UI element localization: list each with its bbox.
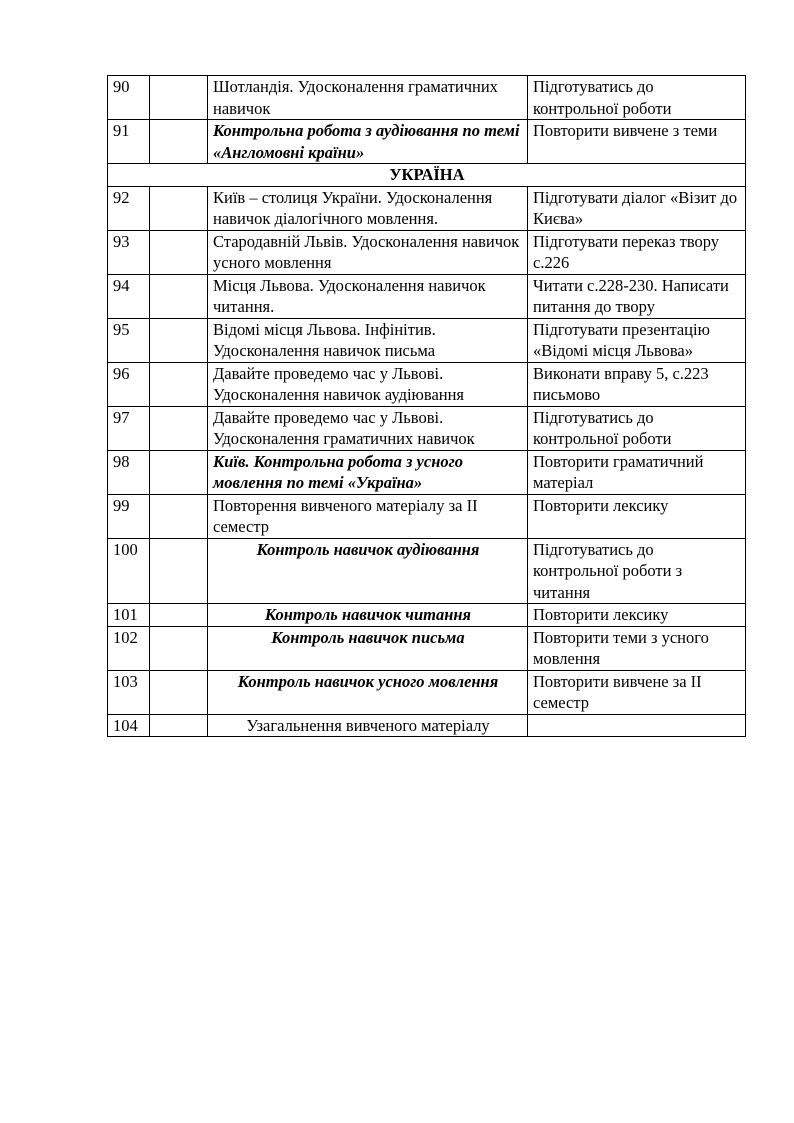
table-row: [108, 626, 746, 670]
homework: Підготувати презентацію «Відомі місця Львова»: [528, 318, 746, 362]
table-row: [108, 406, 746, 450]
lesson-number: 104: [108, 714, 150, 737]
section-row: [108, 164, 746, 187]
homework: Підготуватись до контрольної роботи: [528, 76, 746, 120]
table-row: [108, 450, 746, 494]
date-cell: [150, 494, 208, 538]
date-cell: [150, 604, 208, 627]
lesson-number: 96: [108, 362, 150, 406]
table-row: [108, 670, 746, 714]
table-row: [108, 120, 746, 164]
table-row: [108, 714, 746, 737]
lesson-number: 101: [108, 604, 150, 627]
lesson-number: 99: [108, 494, 150, 538]
lesson-plan-table: [107, 75, 746, 737]
date-cell: [150, 76, 208, 120]
homework: Повторити вивчене з теми: [528, 120, 746, 164]
date-cell: [150, 120, 208, 164]
lesson-topic: Узагальнення вивченого матеріалу: [208, 714, 528, 737]
lesson-topic: Контроль навичок аудіювання: [208, 538, 528, 604]
table-row: [108, 494, 746, 538]
homework: Підготувати переказ твору с.226: [528, 230, 746, 274]
lesson-number: 94: [108, 274, 150, 318]
date-cell: [150, 626, 208, 670]
homework: Повторити лексику: [528, 604, 746, 627]
lesson-number: 97: [108, 406, 150, 450]
date-cell: [150, 538, 208, 604]
date-cell: [150, 714, 208, 737]
lesson-number: 98: [108, 450, 150, 494]
lesson-topic: Київ. Контрольна робота з усного мовлення по темі «Україна»: [208, 450, 528, 494]
date-cell: [150, 230, 208, 274]
lesson-number: 93: [108, 230, 150, 274]
homework: Читати с.228-230. Написати питання до твору: [528, 274, 746, 318]
lesson-topic: Давайте проведемо час у Львові. Удосконалення навичок аудіювання: [208, 362, 528, 406]
homework: Повторити вивчене за ІІ семестр: [528, 670, 746, 714]
table-row: [108, 274, 746, 318]
lesson-number: 92: [108, 186, 150, 230]
homework: Повторити теми з усного мовлення: [528, 626, 746, 670]
table-row: [108, 362, 746, 406]
lesson-topic: Давайте проведемо час у Львові. Удосконалення граматичних навичок: [208, 406, 528, 450]
lesson-topic: Стародавній Львів. Удосконалення навичок усного мовлення: [208, 230, 528, 274]
date-cell: [150, 362, 208, 406]
homework: Виконати вправу 5, с.223 письмово: [528, 362, 746, 406]
lesson-number: 103: [108, 670, 150, 714]
table-row: [108, 538, 746, 604]
lesson-topic: Відомі місця Львова. Інфінітив. Удосконалення навичок письма: [208, 318, 528, 362]
table-row: [108, 318, 746, 362]
date-cell: [150, 318, 208, 362]
homework: Підготуватись до контрольної роботи: [528, 406, 746, 450]
lesson-topic: Повторення вивченого матеріалу за ІІ семестр: [208, 494, 528, 538]
lesson-topic: Місця Львова. Удосконалення навичок читання.: [208, 274, 528, 318]
lesson-topic: Контроль навичок письма: [208, 626, 528, 670]
lesson-number: 102: [108, 626, 150, 670]
lesson-number: 100: [108, 538, 150, 604]
section-title: УКРАЇНА: [108, 164, 746, 187]
lesson-number: 91: [108, 120, 150, 164]
homework: Повторити граматичний матеріал: [528, 450, 746, 494]
homework: [528, 714, 746, 737]
table-row: [108, 186, 746, 230]
date-cell: [150, 670, 208, 714]
lesson-topic: Шотландія. Удосконалення граматичних навичок: [208, 76, 528, 120]
homework: Підготуватись до контрольної роботи з читання: [528, 538, 746, 604]
lesson-topic: Контроль навичок усного мовлення: [208, 670, 528, 714]
lesson-topic: Контроль навичок читання: [208, 604, 528, 627]
lesson-number: 90: [108, 76, 150, 120]
date-cell: [150, 274, 208, 318]
homework: Повторити лексику: [528, 494, 746, 538]
date-cell: [150, 450, 208, 494]
table-row: [108, 604, 746, 627]
date-cell: [150, 186, 208, 230]
date-cell: [150, 406, 208, 450]
lesson-number: 95: [108, 318, 150, 362]
homework: Підготувати діалог «Візит до Києва»: [528, 186, 746, 230]
table-row: [108, 230, 746, 274]
lesson-topic: Київ – столиця України. Удосконалення навичок діалогічного мовлення.: [208, 186, 528, 230]
lesson-topic: Контрольна робота з аудіювання по темі «Англомовні країни»: [208, 120, 528, 164]
table-row: [108, 76, 746, 120]
